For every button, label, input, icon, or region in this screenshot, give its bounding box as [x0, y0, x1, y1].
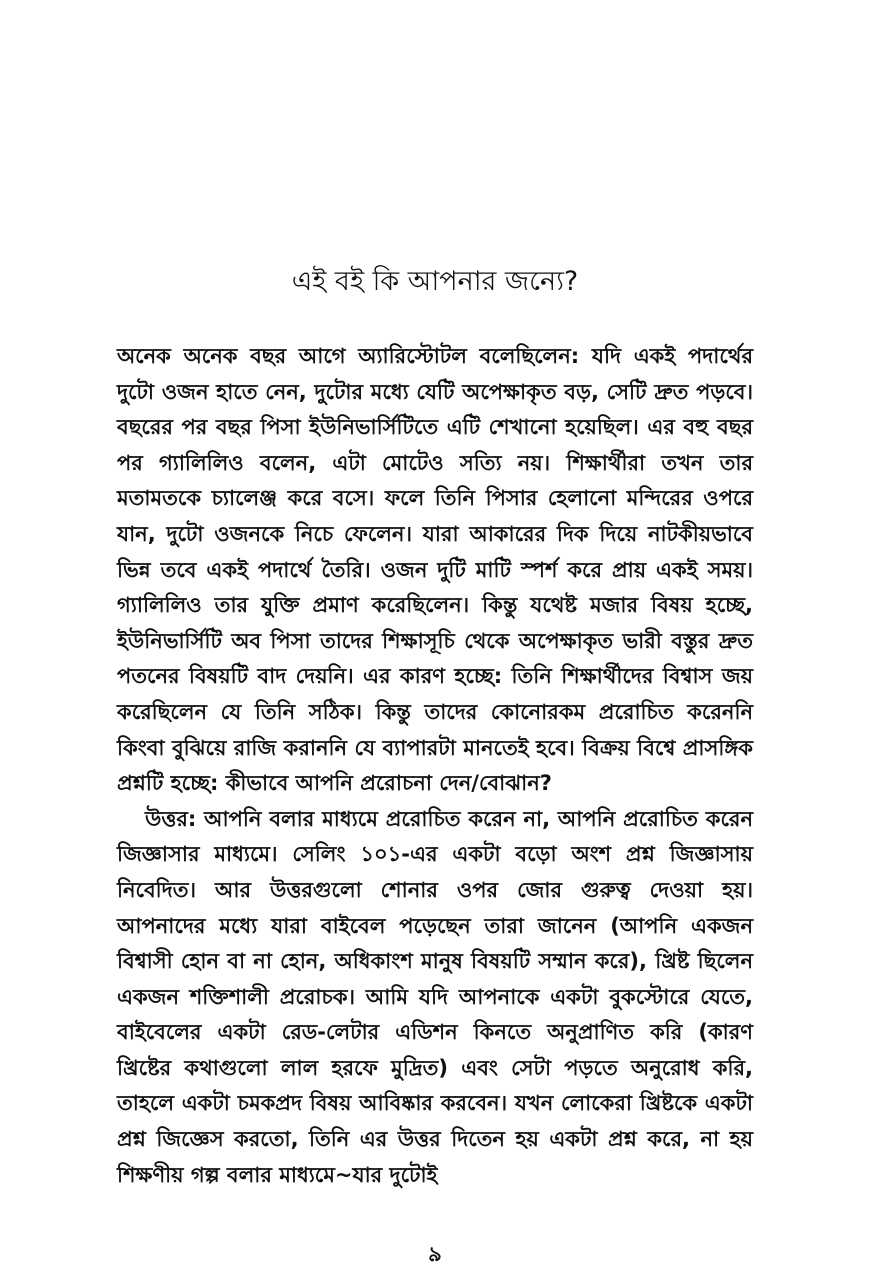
- page-number: ৯: [428, 1242, 442, 1266]
- chapter-title: এই বই কি আপনার জন্যে?: [291, 266, 579, 297]
- paragraph-2: উত্তর: আপনি বলার মাধ্যমে প্ররোচিত করেন না, আপনি প্ররোচিত করেন জিজ্ঞাসার মাধ্যমে। সেলিং ১০১-এর একটা বড়ো অংশ প্রশ্ন জিজ্ঞাসায় নিবেদিত। আর উত্তরগুলো শোনার ওপর জোর গুরুত্ব দেওয়া হয়। আপনাদের মধ্যে যারা বাইবেল পড়েছেন তারা জানেন (আপনি একজন বিশ্বাসী হোন বা না হোন, অধিকাংশ মানুষ বিষয়টি সম্মান করে), খ্রিষ্ট ছিলেন একজন শক্তিশালী প্ররোচক। আমি যদি আপনাকে একটা বুকস্টোরে যেতে, বাইবেলের একটা রেড-লেটার এডিশন কিনতে অনুপ্রাণিত করি (কারণ খ্রিষ্টের কথাগুলো লাল হরফে মুদ্রিত) এবং সেটা পড়তে অনুরোধ করি, তাহলে একটা চমকপ্রদ বিষয় আবিষ্কার করবেন। যখন লোকেরা খ্রিষ্টকে একটা প্রশ্ন জিজ্ঞেস করতো, তিনি এর উত্তর দিতেন হয় একটা প্রশ্ন করে, না হয় শিক্ষণীয় গল্প বলার মাধ্যমে~যার দুটোই: [117, 806, 753, 1187]
- paragraph-1: অনেক অনেক বছর আগে অ্যারিস্টোটল বলেছিলেন: যদি একই পদার্থের দুটো ওজন হাতে নেন, দুটোর মধ্যে যেটি অপেক্ষাকৃত বড়, সেটি দ্রুত পড়বে। বছরের পর বছর পিসা ইউনিভার্সিটিতে এটি শেখানো হয়েছিল। এর বহু বছর পর গ্যালিলিও বলেন, এটা মোটেও সত্যি নয়। শিক্ষার্থীরা তখন তার মতামতকে চ্যালেঞ্জ করে বসে। ফলে তিনি পিসার হেলানো মন্দিরের ওপরে যান, দুটো ওজনকে নিচে ফেলেন। যারা আকারের দিক দিয়ে নাটকীয়ভাবে ভিন্ন তবে একই পদার্থে তৈরি। ওজন দুটি মাটি স্পর্শ করে প্রায় একই সময়। গ্যালিলিও তার যুক্তি প্রমাণ করেছিলেন। কিন্তু যথেষ্ট মজার বিষয় হচ্ছে, ইউনিভার্সিটি অব পিসা তাদের শিক্ষাসূচি থেকে অপেক্ষাকৃত ভারী বস্তুর দ্রুত পতনের বিষয়টি বাদ দেয়নি। এর কারণ হচ্ছে: তিনি শিক্ষার্থীদের বিশ্বাস জয় করেছিলেন যে তিনি সঠিক। কিন্তু তাদের কোনোরকম প্ররোচিত করেননি কিংবা বুঝিয়ে রাজি করাননি যে ব্যাপারটা মানতেই হবে। বিক্রয় বিশ্বে প্রাসঙ্গিক প্রশ্নটি হচ্ছে: কীভাবে আপনি প্ররোচনা দেন/বোঝান?: [117, 344, 753, 796]
- body-text: [117, 339, 753, 1193]
